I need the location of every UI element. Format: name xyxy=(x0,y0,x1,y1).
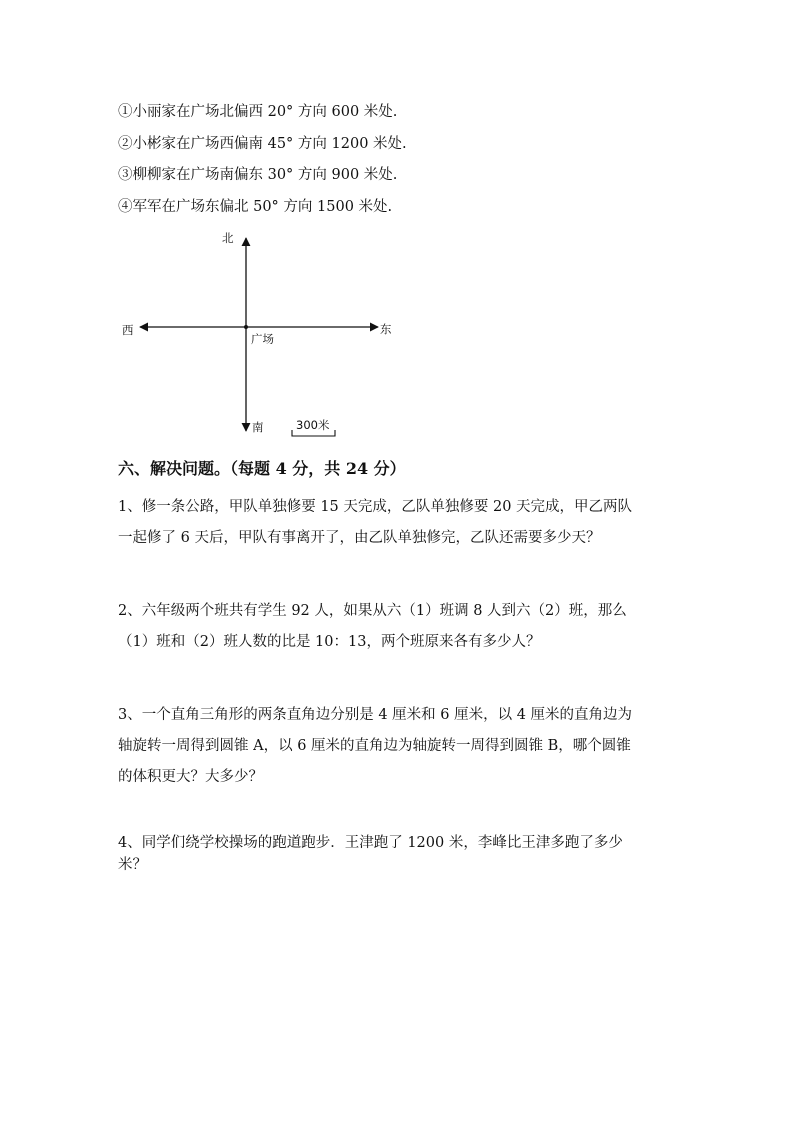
location-item-4: ④军军在广场东偏北 50° 方向 1500 米处. xyxy=(118,199,393,215)
question-4 xyxy=(118,832,678,876)
location-item-3: ③柳柳家在广场南偏东 30° 方向 900 米处. xyxy=(118,167,398,183)
question-3-line-2: 轴旋转一周得到圆锥 A，以 6 厘米的直角边为轴旋转一周得到圆锥 B，哪个圆锥 xyxy=(118,738,631,754)
question-4-line-2: 米？ xyxy=(118,857,147,873)
question-3-line-3: 的体积更大？大多少？ xyxy=(118,769,263,785)
center-label: 广场 xyxy=(251,332,274,346)
question-1-line-2: 一起修了 6 天后，甲队有事离开了，由乙队单独修完，乙队还需要多少天？ xyxy=(118,530,601,546)
question-1 xyxy=(118,492,678,554)
north-label: 北 xyxy=(222,231,234,245)
question-3-line-1: 3、一个直角三角形的两条直角边分别是 4 厘米和 6 厘米，以 4 厘米的直角边为 xyxy=(118,707,633,723)
south-label: 南 xyxy=(252,420,264,434)
question-2-line-2: （1）班和（2）班人数的比是 10：13，两个班原来各有多少人？ xyxy=(118,634,541,650)
location-item-1: ①小丽家在广场北偏西 20° 方向 600 米处. xyxy=(118,104,398,120)
west-label: 西 xyxy=(122,323,134,337)
question-3 xyxy=(118,700,678,793)
east-label: 东 xyxy=(380,322,392,336)
location-item-2: ②小彬家在广场西偏南 45° 方向 1200 米处. xyxy=(118,136,407,152)
section-title: 六、解决问题。（每题 4 分，共 24 分） xyxy=(118,459,406,478)
question-2 xyxy=(118,596,678,658)
question-1-line-1: 1、修一条公路，甲队单独修要 15 天完成，乙队单独修要 20 天完成，甲乙两队 xyxy=(118,499,633,515)
scale-label: 300米 xyxy=(296,418,330,432)
center-point xyxy=(244,325,248,329)
compass-diagram xyxy=(118,226,408,442)
question-2-line-1: 2、六年级两个班共有学生 92 人，如果从六（1）班调 8 人到六（2）班，那么 xyxy=(118,603,627,619)
question-4-line-1: 4、同学们绕学校操场的跑道跑步．王津跑了 1200 米，李峰比王津多跑了多少 xyxy=(118,835,623,851)
